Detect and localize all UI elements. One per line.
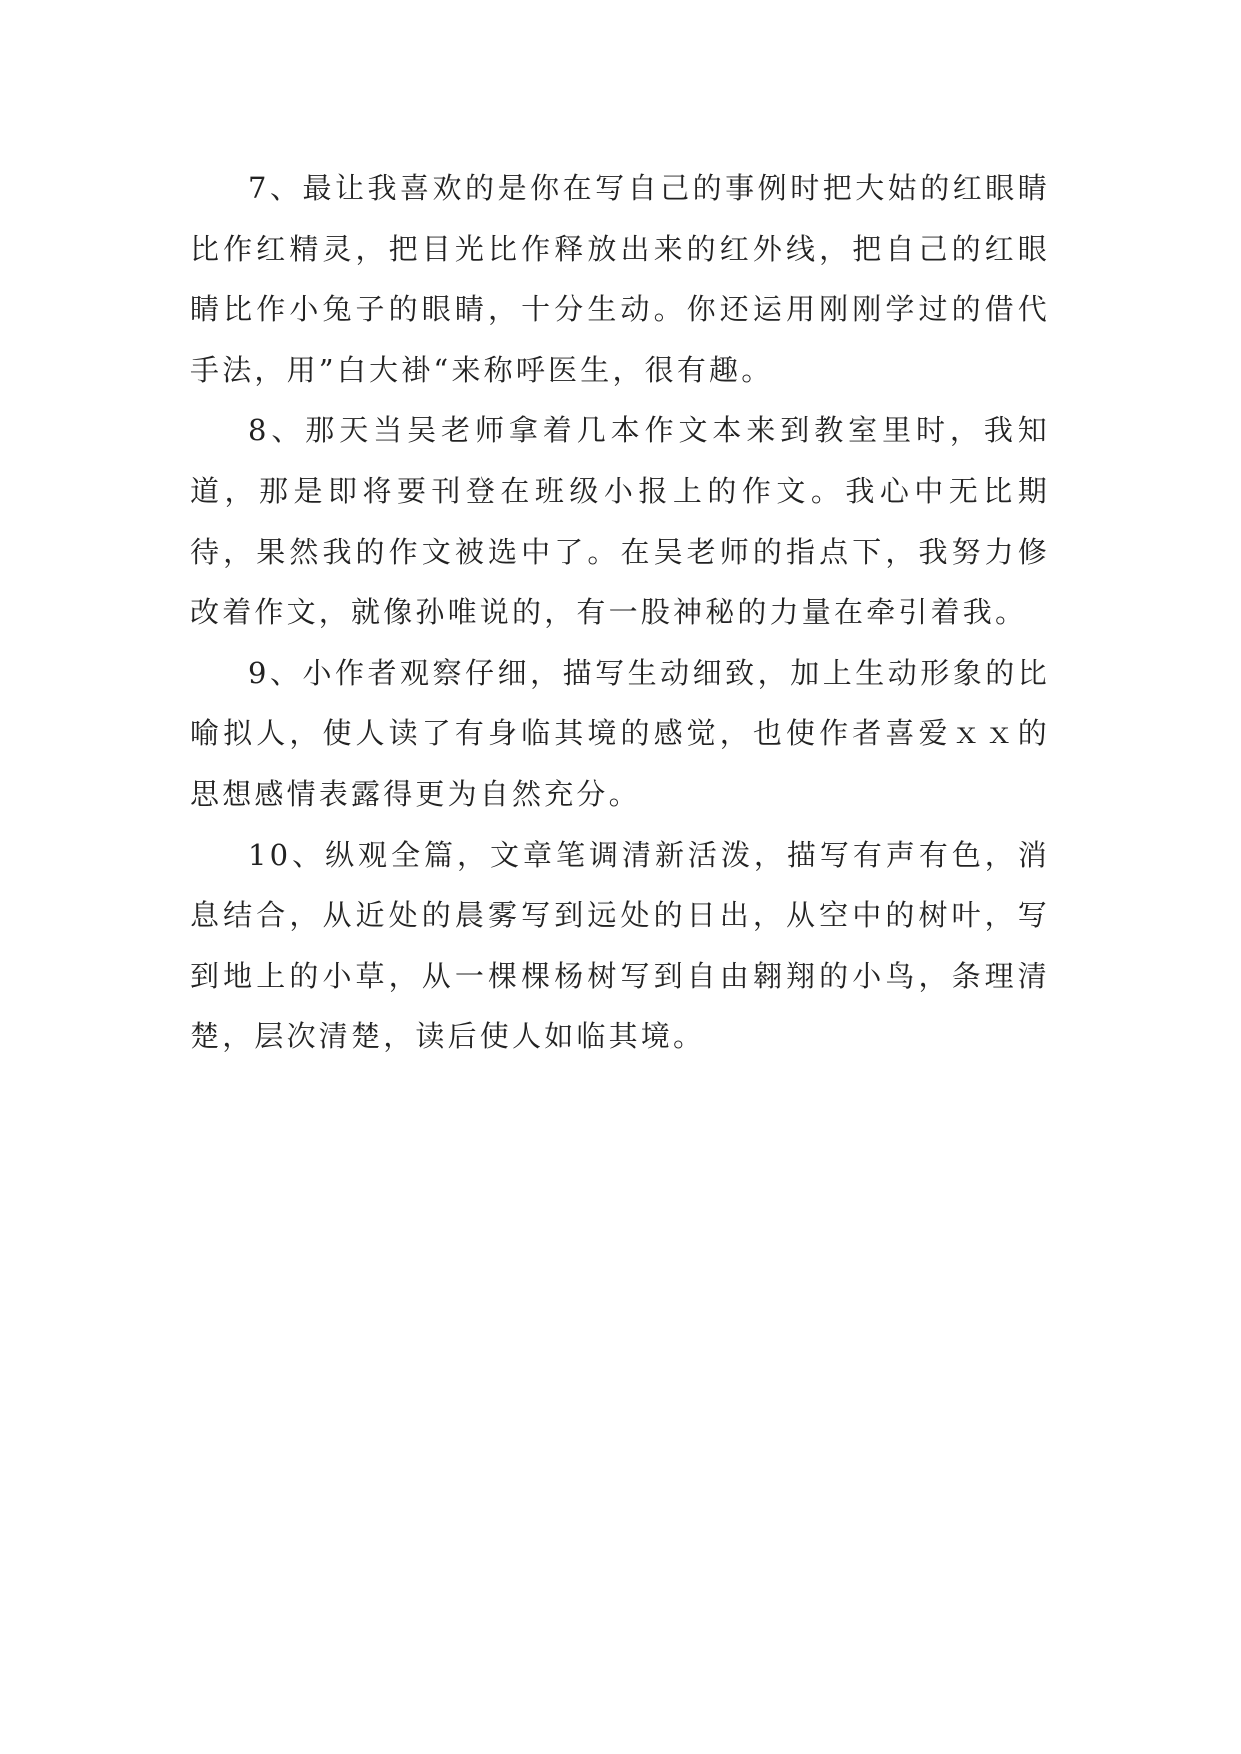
paragraph-7: 7、最让我喜欢的是你在写自己的事例时把大姑的红眼睛比作红精灵，把目光比作释放出来的红外线，把自己的红眼睛比作小兔子的眼睛，十分生动。你还运用刚刚学过的借代手法，用”白大褂“来称呼医生，很有趣。 bbox=[190, 171, 1050, 387]
paragraph-10: 10、纵观全篇，文章笔调清新活泼，描写有声有色，消息结合，从近处的晨雾写到远处的日出，从空中的树叶，写到地上的小草，从一棵棵杨树写到自由翱翔的小鸟，条理清楚，层次清楚，读后使人如临其境。 bbox=[190, 837, 1050, 1054]
paragraph-9: 9、小作者观察仔细，描写生动细致，加上生动形象的比喻拟人，使人读了有身临其境的感觉，也使作者喜爱ｘｘ的思想感情表露得更为自然充分。 bbox=[190, 655, 1050, 811]
document-body bbox=[190, 158, 1050, 1067]
paragraph-8: 8、那天当吴老师拿着几本作文本来到教室里时，我知道，那是即将要刊登在班级小报上的作文。我心中无比期待，果然我的作文被选中了。在吴老师的指点下，我努力修改着作文，就像孙唯说的，有一股神秘的力量在牵引着我。 bbox=[190, 413, 1050, 630]
